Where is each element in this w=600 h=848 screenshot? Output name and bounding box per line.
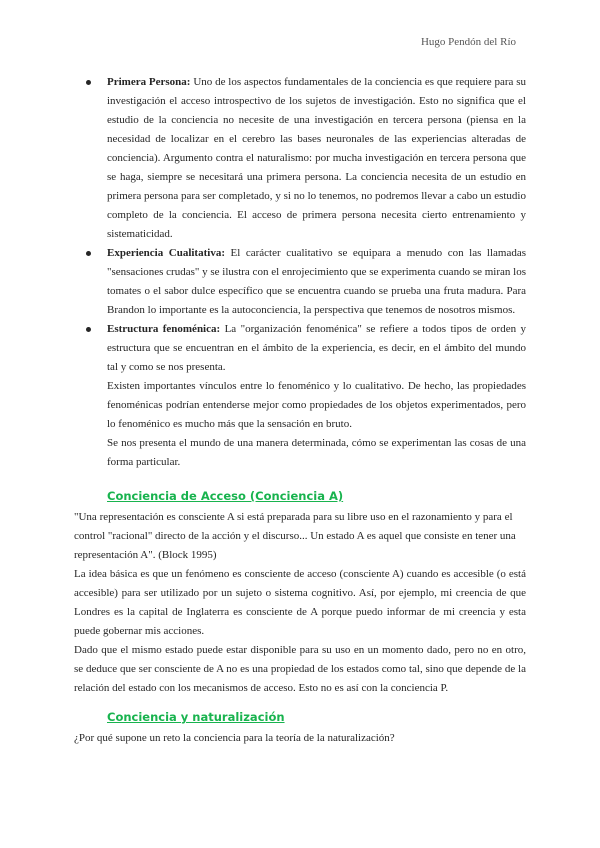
paragraph: La idea básica es que un fenómeno es consciente de acceso (consciente A) cuando es accesible (o está accesible) para ser utilizado por un sujeto o sistema cognitivo. Así, por ejemplo, mi creencia de que Londres es la capital de Inglaterra es consciente de A porque puedo informar de mi creencia y esta puede gobernar mis acciones. bbox=[74, 568, 526, 637]
bullet-dot-icon bbox=[86, 80, 91, 85]
page-header-author: Hugo Pendón del Río bbox=[420, 36, 516, 48]
section-body-access bbox=[74, 508, 526, 698]
bullet-term: Estructura fenoménica: bbox=[107, 323, 221, 335]
bullet-dot-icon bbox=[86, 251, 91, 256]
section-body-naturalization bbox=[74, 729, 526, 748]
bullet-term: Experiencia Cualitativa: bbox=[107, 247, 225, 259]
bullet-text: La "organización fenoménica" se refiere a todos tipos de orden y estructura que se encuentran en el ámbito de la experiencia, es decir, en el ámbito del mundo tal y como se nos presenta. bbox=[107, 323, 527, 373]
block-quote: "Una representación es consciente A si está preparada para su libre uso en el razonamiento y para el control "racional" directo de la acción y el discurso... Un estado A es aquel que consiste en tener una representación A". (Block 1995) bbox=[74, 511, 516, 561]
bullet-paragraph bbox=[107, 244, 526, 320]
bullet-text: Uno de los aspectos fundamentales de la conciencia es que requiere para su investigación el acceso introspectivo de los sujetos de investigación. Esto no significa que el estudio de la conciencia no necesite de una investigación en tercera persona (piensa en la necesidad de localizar en el cerebro las bases neuronales de las experiencias alteradas de conciencia). Argumento contra el naturalismo: por mucha investigación en tercera persona que se haga, siempre se necesitará una primera persona. La conciencia necesita de un estudio en primera persona para ser completado, y si no lo tenemos, no podremos llevar a cabo un estudio completo de la conciencia. El acceso de primera persona necesita cierto entrenamiento y sistematicidad. bbox=[107, 76, 527, 240]
bullet-term: Primera Persona: bbox=[107, 76, 191, 88]
paragraph: Dado que el mismo estado puede estar disponible para su uso en un momento dado, pero no en otro, se deduce que ser consciente de A no es una propiedad de los estados como tal, sino que depende de la relación del estado con los mecanismos de acceso. Esto no es así con la conciencia P. bbox=[74, 644, 526, 694]
bullet-item-estructura-fenomenica bbox=[74, 320, 526, 472]
bullet-extra-paragraph: Se nos presenta el mundo de una manera determinada, cómo se experimentan las cosas de una forma particular. bbox=[107, 437, 526, 468]
bullet-list bbox=[74, 73, 526, 472]
bullet-item-experiencia-cualitativa bbox=[74, 244, 526, 320]
bullet-extra-paragraph: Existen importantes vínculos entre lo fenoménico y lo cualitativo. De hecho, las propiedades fenoménicas podrían entenderse mejor como propiedades de los objetos experimentados, pero lo fenoménico es mucho más que la sensación en bruto. bbox=[107, 380, 526, 430]
bullet-text: El carácter cualitativo se equipara a menudo con las llamadas "sensaciones crudas" y se ilustra con el enrojecimiento que se experimenta cuando se miran los tomates o el sabor dulce específico que se encuentra cuando se prueba una fruta madura. Para Brandon lo importante es la autoconciencia, la perspectiva que tenemos de nosotros mismos. bbox=[107, 247, 526, 316]
bullet-item-primera-persona bbox=[74, 73, 526, 244]
bullet-paragraph bbox=[107, 73, 526, 244]
bullet-dot-icon bbox=[86, 327, 91, 332]
question-paragraph: ¿Por qué supone un reto la conciencia para la teoría de la naturalización? bbox=[74, 732, 395, 744]
bullet-paragraph bbox=[107, 320, 526, 377]
section-heading-naturalization: Conciencia y naturalización bbox=[107, 710, 285, 724]
section-heading-access: Conciencia de Acceso (Conciencia A) bbox=[107, 489, 344, 503]
